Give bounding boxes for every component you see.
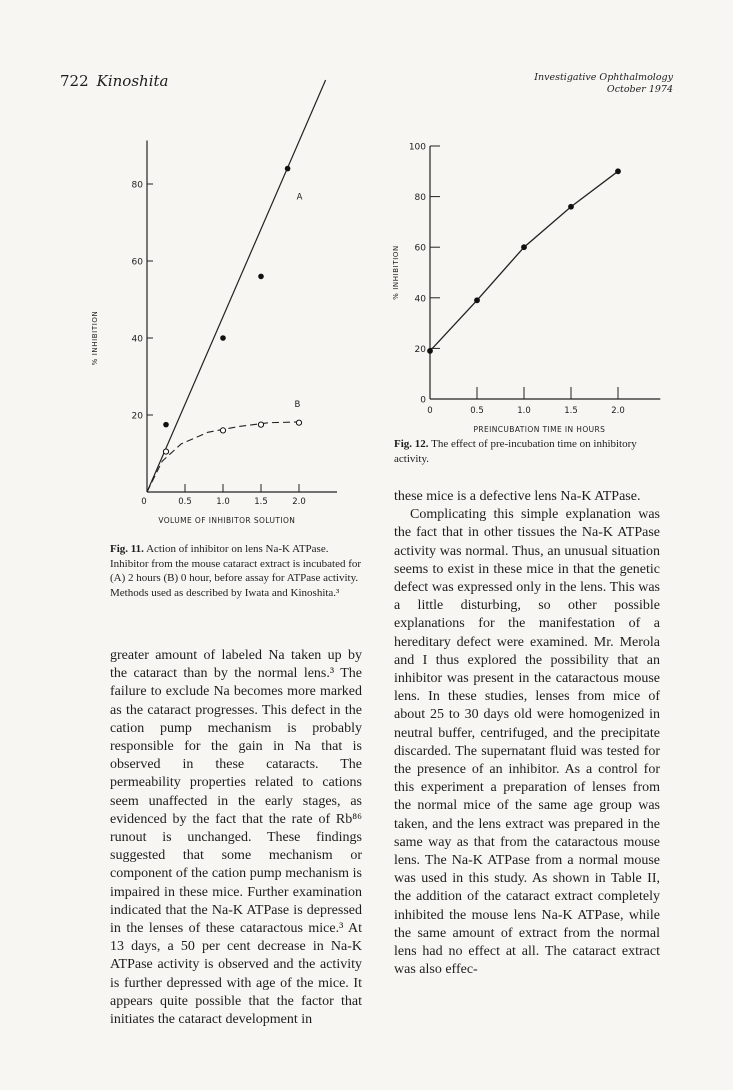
figure-12-caption — [394, 437, 660, 466]
y-tick-label: 20 — [131, 411, 143, 422]
x-tick-label: 0 — [427, 406, 433, 416]
fig11-caption-label: Fig. 11. — [110, 543, 144, 555]
right-column-paragraph-2: Complicating this simple explanation was the fact that in other tissues the Na-K ATPase activity was normal. Thus, an unusual situation seems to exist in these mice in that the genetic defect was expressed only in the lens. This was a little disturbing, so other possible explanations for the manifestation of a hereditary defect were examined. Mr. Merola and I thus explored the possibility that an inhibitor was present in the cataractous mouse lens. In these studies, lenses from mice of about 25 to 30 days old were homogenized in neutral buffer, centrifuged, and the precipitate discarded. The supernatant fluid was tested for the presence of an inhibitor. As a control for this experiment a preparation of lenses from the normal mice of the same age group was taken, and the lens extract was prepared in the same way as that from the cataractous mouse lens. The Na-K ATPase from a normal mouse was used in this study. As shown in Table II, the addition of the cataract extract completely inhibited the mouse lens Na-K ATPase, while the same amount of extract from the normal lens had no effect at all. The cataract extract was also effec- — [394, 507, 660, 978]
x-tick-label: 0 — [141, 497, 147, 507]
x-tick-label: 0.5 — [178, 497, 192, 507]
series-line — [430, 171, 618, 351]
y-axis-title: % INHIBITION — [392, 245, 400, 300]
series-b-label: B — [294, 400, 301, 411]
figure-11-caption — [110, 542, 364, 600]
series-a-point — [285, 166, 291, 172]
x-tick-label: 1.5 — [254, 497, 268, 507]
series-b-point — [220, 428, 225, 433]
series-a-label: A — [296, 192, 303, 203]
y-tick-label: 40 — [414, 294, 426, 305]
left-column-paragraph: greater amount of labeled Na taken up by the cataract than by the normal lens.³ The failure to exclude Na becomes more marked as the cataract progresses. This defect in the cation pump mechanism is probably responsible for the gain in Na that is observed in these cataracts. The permeability properties related to cations seem unaffected in the early stages, as evidenced by the fact that the rate of Rb⁸⁶ runout is unchanged. These findings suggested that some mechanism or component of the cation pump mechanism is impaired in these mice. Further examination indicated that the Na-K ATPase is depressed in the lenses of these cataractous mice.³ At 13 days, a 50 per cent decrease in Na-K ATPase activity is observed and the activity is further depressed with age of the mice. It appears quite possible that the factor that initiates the cataract development in — [110, 648, 362, 1028]
y-axis-title: % INHIBITION — [91, 310, 99, 366]
right-column — [394, 488, 660, 979]
y-tick-label: 80 — [414, 193, 426, 204]
fig12-axes — [392, 143, 660, 435]
x-axis-title: PREINCUBATION TIME IN HOURS — [473, 425, 606, 434]
series-b-point — [163, 449, 168, 454]
y-tick-label: 40 — [131, 334, 143, 345]
fig12-caption-text: The effect of pre-incubation time on inhibitory activity. — [394, 438, 637, 465]
series-a-line — [147, 80, 326, 492]
fig11-marks — [147, 80, 326, 492]
series-b-point — [296, 420, 301, 425]
left-column — [110, 647, 362, 1029]
x-tick-label: 1.5 — [564, 406, 578, 416]
x-tick-label: 1.0 — [517, 406, 531, 416]
journal-title: Investigative Ophthalmology — [534, 72, 673, 83]
y-tick-label: 0 — [420, 395, 426, 406]
author-name: Kinoshita — [96, 72, 169, 90]
x-axis-title: VOLUME OF INHIBITOR SOLUTION — [158, 516, 296, 525]
right-column-paragraph-1: these mice is a defective lens Na-K ATPase. — [394, 489, 641, 504]
journal-info — [534, 72, 673, 96]
page-number-and-author — [60, 72, 168, 90]
x-tick-label: 0.5 — [470, 406, 484, 416]
figure-12-chart — [390, 130, 660, 440]
fig11-caption-text: Action of inhibitor on lens Na-K ATPase. Inhibitor from the mouse cataract extract is incubated for (A) 2 hours (B) 0 hour, before assay for ATPase activity. Methods used as described by Iwata and Kinoshita.³ — [110, 543, 362, 599]
figure-11-chart — [91, 130, 345, 530]
journal-date: October 1974 — [606, 84, 673, 95]
series-point — [568, 204, 574, 210]
fig12-caption-label: Fig. 12. — [394, 438, 429, 450]
series-a-point — [163, 422, 169, 428]
y-tick-label: 20 — [414, 344, 426, 355]
x-tick-label: 1.0 — [216, 497, 230, 507]
page-number: 722 — [60, 72, 89, 90]
y-tick-label: 100 — [408, 142, 426, 153]
fig12-marks — [427, 168, 621, 353]
series-point — [521, 244, 527, 250]
series-point — [427, 348, 433, 354]
y-tick-label: 60 — [414, 243, 426, 254]
y-tick-label: 60 — [131, 257, 143, 268]
x-tick-label: 2.0 — [611, 406, 625, 416]
series-b-point — [258, 422, 263, 427]
series-a-point — [258, 274, 264, 280]
series-point — [615, 168, 621, 174]
series-a-point — [220, 335, 226, 341]
series-point — [474, 297, 480, 303]
x-tick-label: 2.0 — [292, 497, 306, 507]
y-tick-label: 80 — [131, 180, 143, 191]
running-header — [60, 70, 673, 110]
